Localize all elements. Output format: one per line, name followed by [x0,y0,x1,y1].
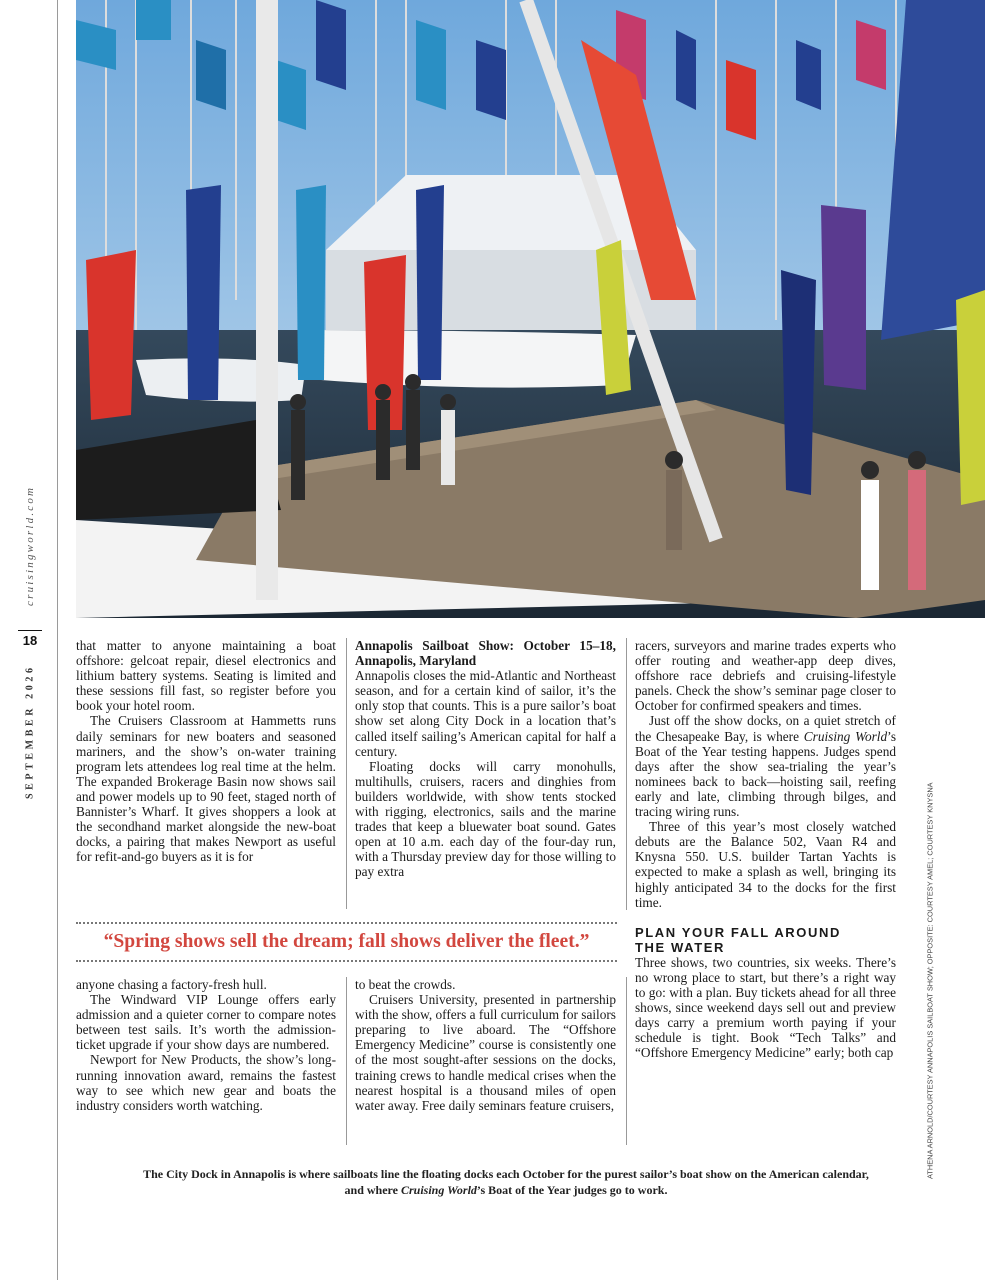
paragraph [635,713,896,819]
text: ’s Boat of the Year judges go to work. [476,1183,668,1197]
paragraph: anyone chasing a factory-fresh hull. [76,977,267,992]
issue-date: SEPTEMBER 2026 [24,664,36,800]
margin-rule [57,0,58,1280]
paragraph: Three shows, two countries, six weeks. There’s no wrong place to start, but there’s a right way to go: with a plan. Buy tickets ahead for all three shows, since weekend days sell out and preview days carry a premium worth paying if your schedule is tight. Book “Tech Talks” and “Offshore Emergency Medicine” early; both cap [635,954,896,1061]
caption-line [76,1182,936,1198]
magazine-name: Cruising World [803,728,888,744]
text: ’s Boat of the Year testing happens. Judges spend days after the show sea-trialing the year’s nominees back to back—hoisting sail, reefing early and late, climbing through bilges, and tracing wiring runs. [635,728,896,820]
column-divider [346,638,347,909]
photo-caption [76,1166,936,1198]
page-number: 18 [18,630,42,648]
column-2-bottom [355,977,616,1113]
magazine-name: Cruising World [400,1183,477,1197]
paragraph: Three of this year’s most closely watched debuts are the Balance 502, Vaan R4 and Knysna 550. U.S. builder Tartan Yachts is expected to make a splash as well, bringing its highly anticipated 34 to the docks for the first time. [635,819,896,910]
dotted-rule [76,922,617,924]
website-url: cruisingworld.com [24,485,36,606]
heading-line: PLAN YOUR FALL AROUND [635,924,841,940]
text: and where [344,1183,401,1197]
paragraph: that matter to anyone maintaining a boat offshore: gelcoat repair, diesel electronics and lithium battery systems. Seating is limited and these sessions fill fast, so register before you book your hotel room. [76,638,336,714]
column-divider [626,638,627,910]
column-divider [346,977,347,1145]
paragraph: Floating docks will carry monohulls, multihulls, cruisers, racers and dinghies from builders worldwide, with show tents stocked with rigging, electronics, sails and the marine trades that keep a bluewater boat sound. Gates open at 10 a.m. each day of the four-day run, with a Thursday preview day for those willing to pay extra [355,758,616,880]
column-1-bottom [76,977,336,1113]
photo-credit: ATHENA ARNOLD/COURTESY ANNAPOLIS SAILBOAT SHOW; OPPOSITE: COURTESY AMEL; COURTESY KNYSNA [925,782,935,1180]
pull-quote-block [76,922,617,962]
column-1-top [76,638,336,864]
paragraph: racers, surveyors and marine trades experts who offer routing and weather-app deep dives, offshore race debriefs and cruising-lifestyle panels. Check the show’s seminar page closer to October for confirmed speakers and times. [635,638,896,714]
paragraph: The Windward VIP Lounge offers early admission and a quieter corner to compare notes between test sails. It’s worth the admission-ticket upgrade if your show days are numbered. [76,992,336,1053]
paragraph: Newport for New Products, the show’s long-running innovation award, remains the fastest way to see which new gear and boats the industry considers worth watching. [76,1052,336,1113]
pull-quote: “Spring shows sell the dream; fall shows deliver the fleet.” [103,931,590,952]
photo-illustration [76,0,985,618]
column-divider [626,977,627,1145]
text: Just off the show docks, on a quiet stretch of the Chesapeake Bay, is where [635,713,896,744]
paragraph: Annapolis closes the mid-Atlantic and Northeast season, and for a certain kind of sailor, it’s the only stop that counts. This is a pure sailor’s boat show set along City Dock in a location that’s called itself sailing’s American capital for half a century. [355,668,616,759]
section-heading: Annapolis Sailboat Show: October 15–18, Annapolis, Maryland [355,638,616,669]
caption-line: The City Dock in Annapolis is where sailboats line the floating docks each October for the purest sailor’s boat show on the American calendar, [143,1167,869,1181]
column-3 [635,638,896,1060]
heading-line: THE WATER [635,939,725,955]
column-2-top [355,638,616,880]
paragraph: to beat the crowds. [355,977,456,992]
marina-photo [76,0,985,618]
paragraph: The Cruisers Classroom at Hammetts runs daily seminars for new boaters and seasoned mariners, and the show’s on-water training program lets attendees log real time at the helm. The expanded Brokerage Basin now shows sail and power models up to 90 feet, staged north of Bannister’s Wharf. It gives shoppers a look at the secondhand market alongside the new-boat docks, a pairing that makes Newport as useful for refit-and-go buyers as it is for [76,713,336,865]
paragraph: Cruisers University, presented in partnership with the show, offers a full curriculum for sailors preparing to live aboard. The “Offshore Emergency Medicine” course is consistently one of the most sought-after sessions on the docks, training crews to handle medical crises when the nearest hospital is a thousand miles of open water away. Free daily seminars feature cruisers, [355,992,616,1113]
section-heading [635,925,896,955]
dotted-rule [76,960,617,962]
